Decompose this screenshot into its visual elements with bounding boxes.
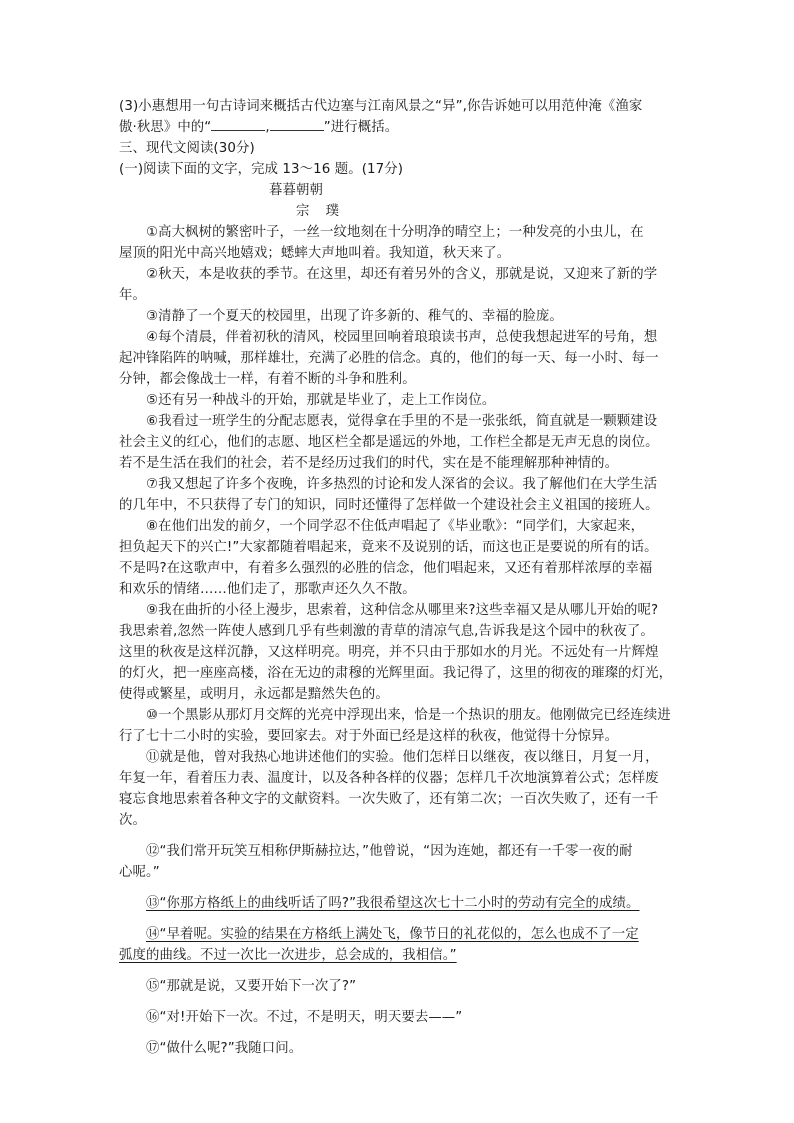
paragraph-line: ②秋天，本是收获的季节。在这里，却还有着另外的含义，那就是说，又迎来了新的学	[146, 267, 658, 282]
paragraph-line: 次。	[119, 813, 146, 828]
dialogue-spacer	[119, 1028, 679, 1038]
answer-blank-1[interactable]	[211, 117, 265, 131]
answer-blank-2[interactable]	[270, 117, 324, 131]
paragraph-line: 担负起天下的兴亡!”大家都随着唱起来，竟来不及说别的话，而这也正是要说的所有的话。	[119, 540, 658, 555]
paragraph-line: 寝忘食地思索着各种文字的文献资料。一次失败了，还有第二次；一百次失败了，还有一千	[119, 792, 659, 807]
question-3-line-1: (3)小惠想用一句古诗词来概括古代边塞与江南风景之“异”,你告诉她可以用范仲淹《渔家	[119, 99, 643, 114]
article-dialogue	[119, 831, 679, 1059]
paragraph-line: ④每个清晨，伴着初秋的清风，校园里回响着琅琅读书声，总使我想起进军的号角，想	[146, 330, 658, 345]
paragraph-line: 分钟，都会像战士一样，有着不断的斗争和胜利。	[119, 372, 416, 387]
paragraph-line: 屋顶的阳光中高兴地嬉戏；蟋蟀大声地叫着。我知道，秋天来了。	[119, 246, 511, 261]
paragraph-line: ③清静了一个夏天的校园里，出现了许多新的、稚气的、幸福的脸庞。	[146, 309, 563, 324]
q3-text-before: 傲·秋思》中的“	[119, 120, 212, 135]
paragraph-line: 使得或繁星，或明月，永远都是黯然失色的。	[119, 687, 389, 702]
paragraph-line: ⑤还有另一种战斗的开始，那就是毕业了，走上工作岗位。	[146, 393, 496, 408]
q3-text-after: ”进行概括。	[323, 120, 399, 135]
q3-comma: ,	[265, 120, 270, 135]
dialogue-line: ⑫“我们常开玩笑互相称伊斯赫拉达，”他曾说，“因为连她，都还有一千零一夜的耐	[146, 844, 633, 859]
paragraph-line: ⑩一个黑影从那灯月交辉的光亮中浮现出来，恰是一个热识的朋友。他刚做完已经连续进	[146, 708, 671, 723]
dialogue-line: ⑰“做什么呢?”我随口问。	[146, 1041, 303, 1056]
paragraph-line: 和欢乐的情绪……他们走了，那歌声还久久不散。	[119, 582, 416, 597]
subsection-heading: (一)阅读下面的文字，完成 13～16 题。(17分)	[119, 162, 404, 177]
paragraph-line: 我思索着,忽然一阵使人感到几乎有些刺激的青草的清凉气息,告诉我是这个园中的秋夜了。	[119, 624, 654, 639]
document-page	[119, 96, 679, 1059]
paragraph-line: 若不是生活在我们的社会，若不是经历过我们的时代，实在是不能理解那种神情的。	[119, 456, 619, 471]
article-author-text: 宗 璞	[296, 204, 346, 219]
section-heading: 三、现代文阅读(30分)	[119, 141, 255, 156]
dialogue-line-continued: 弧度的曲线。不过一次比一次进步，总会成的，我相信。”	[119, 948, 457, 963]
dialogue-line: ⑮“那就是说，又要开始下一次了?”	[146, 979, 357, 994]
article-title	[119, 180, 679, 201]
paragraph-line: 的几年中，不只获得了专门的知识，同时还懂得了怎样做一个建设社会主义祖国的接班人。	[119, 498, 659, 513]
paragraph-line: ⑥我看过一班学生的分配志愿表，觉得拿在手里的不是一张张纸，简直就是一颗颗建设	[146, 414, 658, 429]
paragraph-line: 年复一年，看着压力表、温度计，以及各种各样的仪器；怎样几千次地演算着公式；怎样废	[119, 771, 659, 786]
dialogue-line: ⑭“早着呢。实验的结果在方格纸上满处飞，像节日的礼花似的，怎么也成不了一定	[146, 927, 639, 942]
dialogue-spacer	[119, 966, 679, 976]
paragraph-line: 起冲锋陷阵的呐喊，那样雄壮，充满了必胜的信念。真的，他们的每一天、每一小时、每一	[119, 351, 659, 366]
article-title-text: 暮暮朝朝	[269, 183, 323, 198]
paragraph-line: 的灯火，把一座座高楼，浴在无边的肃穆的光辉里面。我记得了，这里的彻夜的璀璨的灯光，	[119, 666, 673, 681]
paragraph-line: 年。	[119, 288, 146, 303]
question-3-line-2	[119, 117, 679, 138]
article-body	[119, 222, 679, 831]
paragraph-line: ⑨我在曲折的小径上漫步，思索着，这种信念从哪里来?这些幸福又是从哪儿开始的呢?	[146, 603, 659, 618]
dialogue-spacer	[119, 997, 679, 1007]
dialogue-line: ⑬“你那方格纸上的曲线听话了吗?”我很希望这次七十二小时的劳动有完全的成绩。	[146, 896, 640, 911]
paragraph-line: ⑪就是他，曾对我热心地讲述他们的实验。他们怎样日以继夜，夜以继日，月复一月，	[146, 750, 659, 765]
dialogue-line: ⑯“对!开始下一次。不过，不是明天，明天要去——”	[146, 1010, 463, 1025]
paragraph-line: ①高大枫树的繁密叶子，一丝一纹地刻在十分明净的晴空上；一种发亮的小虫儿，在	[146, 225, 644, 240]
paragraph-line: 社会主义的红心，他们的志愿、地区栏全都是遥远的外地，工作栏全都是无声无息的岗位。	[119, 435, 659, 450]
dialogue-spacer	[119, 831, 679, 841]
article-author	[119, 201, 679, 222]
dialogue-spacer	[119, 883, 679, 893]
paragraph-line: ⑦我又想起了许多个夜晚，许多热烈的讨论和发人深省的会议。我了解他们在大学生活	[146, 477, 658, 492]
dialogue-line-continued: 心呢。”	[119, 865, 160, 880]
paragraph-line: 行了七十二小时的实验，要回家去。对于外面已经是这样的秋夜，他觉得十分惊异。	[119, 729, 619, 744]
dialogue-spacer	[119, 914, 679, 924]
paragraph-line: ⑧在他们出发的前夕，一个同学忍不住低声唱起了《毕业歌》：“同学们，大家起来，	[146, 519, 645, 534]
paragraph-line: 不是吗?在这歌声中，有着多么强烈的必胜的信念，他们唱起来，又还有着那样浓厚的幸福	[119, 561, 653, 576]
paragraph-line: 这里的秋夜是这样沉静，又这样明亮。明亮，并不只由于那如水的月光。不远处有一片辉煌	[119, 645, 659, 660]
